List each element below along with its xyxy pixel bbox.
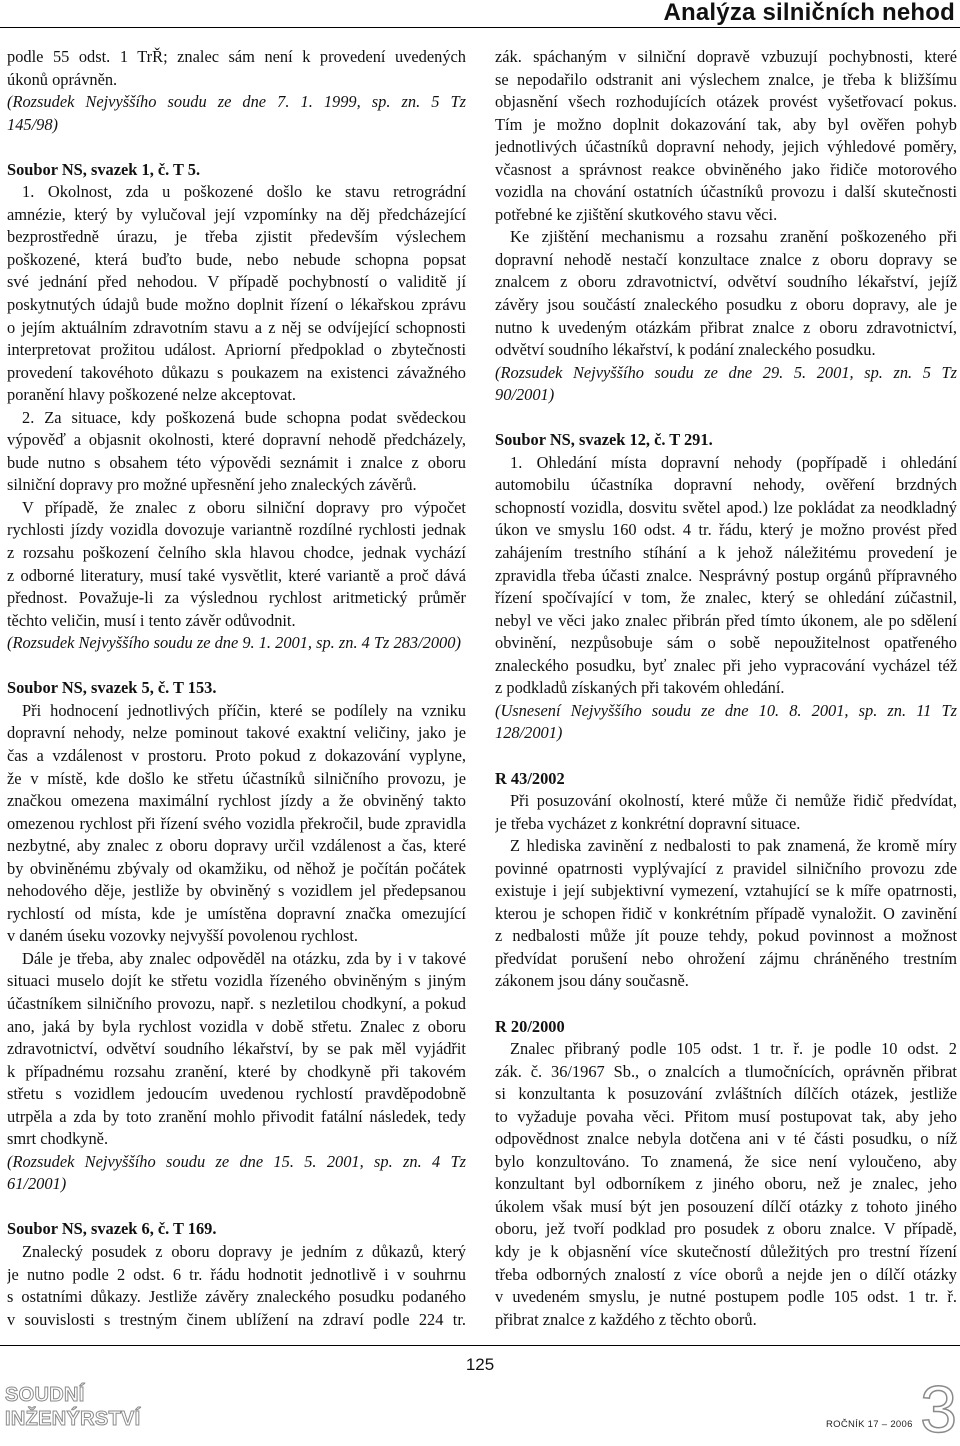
section-heading — [7, 1218, 466, 1241]
text-line: odvětví soudního lékařství, k podání znaleckého posudku. — [495, 340, 876, 360]
text-line: nehodového děje, jestliže by obviněný s vozidlem jel předepsanou — [7, 881, 466, 901]
text-line: Znalecký posudek z oboru dopravy je jedním z důkazů, který — [22, 1241, 466, 1261]
text-line: Při hodnocení jednotlivých příčin, které se podílely na vzniku — [22, 700, 466, 720]
text-line: závěry jsou součástí znaleckého posudku z oboru dopravy, ale je — [495, 295, 957, 315]
text-line: Soubor NS, svazek 12, č. T 291. — [495, 430, 713, 450]
text-line: rychlosti jízdy vozidla dovozuje variantně rozdílné rychlosti jednak — [7, 520, 466, 540]
text-line: poranění hlavy poškozené nelze akceptovat. — [7, 385, 296, 405]
text-line: 128/2001) — [495, 723, 563, 743]
text-line: řízení spočívající v tom, že znalec, který se ohledání zúčastnil, — [495, 588, 957, 608]
text-line: si konzultanta k posuzování zvláštních dílčích otázek, jestliže — [495, 1084, 957, 1104]
text-line: interpretovat prožitou událost. Apriorní předpoklad o zbytečnosti — [7, 340, 466, 360]
text-line: z odborné literatury, musí také vysvětlit, které variantě a proč dává — [7, 565, 466, 585]
text-line: Soubor NS, svazek 6, č. T 169. — [7, 1219, 217, 1239]
text-line: povinné opatrnosti vyplývající z pravidel silničního provozu zde — [495, 858, 957, 878]
text-line: 1. Okolnost, zda u poškozené došlo ke stavu retrográdní — [22, 182, 466, 202]
text-line: (Rozsudek Nejvyššího soudu ze dne 15. 5. 2001, sp. zn. 4 Tz — [7, 1151, 466, 1171]
paragraph — [7, 1241, 466, 1331]
text-line: předvídat porušení nebo ohrožení zájmu chráněného trestním — [495, 948, 957, 968]
text-line: kdy je k objasnění více skutečností důležitých pro trestní řízení — [495, 1241, 957, 1261]
right-text-column — [495, 46, 957, 1331]
text-line: smrt chodkyně. — [7, 1129, 109, 1149]
text-line: rychlostí od místa, kde je umístěna dopravní značka omezující — [7, 903, 466, 923]
text-line: (Usnesení Nejvyššího soudu ze dne 10. 8. 2001, sp. zn. 11 Tz — [495, 700, 957, 720]
text-line: dopravní nehody, nelze pominout takové exaktní veličiny, jako je — [7, 723, 466, 743]
paragraph — [495, 790, 957, 835]
paragraph — [7, 700, 466, 948]
text-line: Soubor NS, svazek 5, č. T 153. — [7, 678, 217, 698]
text-line: Tím je možno doplnit dokazování tak, aby byl ověřen pohyb — [495, 114, 957, 134]
text-line: v souvislosti s trestným činem ublížení na zdraví podle 224 tr. — [7, 1309, 466, 1329]
issue-number: 3 — [920, 1372, 957, 1446]
text-line: včasnost a správnost reakce obviněného jako řidiče motorového — [495, 159, 957, 179]
text-line: 2. Za situace, kdy poškozená bude schopna podat svědeckou — [22, 407, 466, 427]
volume-year: ROČNÍK 17 – 2006 — [826, 1419, 913, 1430]
text-line: (Rozsudek Nejvyššího soudu ze dne 29. 5. 2001, sp. zn. 5 Tz — [495, 362, 957, 382]
text-line: jednotlivých účastníků dopravní nehody, jejich výhledové poměry, — [495, 137, 957, 157]
text-line: poskytnutých údajů bude možno doplnit řízení o lékařskou zprávu — [7, 295, 466, 315]
paragraph — [495, 226, 957, 361]
text-line: by obviněnému zbývaly od okamžiku, od něhož je počítán počátek — [7, 858, 466, 878]
text-line: amnézie, který by vylučoval její vzpomínky na děj předcházející — [7, 204, 466, 224]
text-line: nezbytné, aby znalec z oboru dopravy určil vzdálenost a čas, které — [7, 836, 466, 856]
text-line: zákonem jsou dány současně. — [495, 971, 689, 991]
text-line: úkolem však musí být jen posouzení dílčí otázky z tohoto jiného — [495, 1196, 957, 1216]
text-line: přednost. Považuje-li za výslednou rychlost aritmetický průměr — [7, 588, 466, 608]
text-line: R 43/2002 — [495, 768, 565, 788]
text-line: poškozené, která buďto bude, nebo nebude schopna popsat — [7, 249, 466, 269]
paragraph — [7, 46, 466, 91]
text-line: kterou je schopen řidič v konkrétním případě vynaložit. O zavinění — [495, 903, 957, 923]
paragraph — [495, 46, 957, 226]
text-line: zák. č. 36/1967 Sb., o znalcích a tlumočnících, oprávněn přibrat — [495, 1061, 957, 1081]
text-line: značkou omezena maximální rychlost jízdy a že obviněný takto — [7, 791, 466, 811]
paragraph — [495, 452, 957, 700]
text-line: přibrat znalce z každého z těchto oborů. — [495, 1309, 757, 1329]
text-line: Z hlediska zavinění z nedbalosti to pak znamená, že kromě míry — [510, 836, 957, 856]
logo-line-1: SOUDNÍ — [5, 1384, 85, 1406]
text-line: to vyžaduje povaha věci. Přitom musí postupovat tak, aby jeho — [495, 1106, 957, 1126]
text-line: provedení takovéhoto důkazu s poukazem na existenci závažného — [7, 362, 466, 382]
text-line: se nepodařilo odstranit ani výslechem znalce, je třeba k bližšímu — [495, 69, 957, 89]
section-heading — [495, 768, 957, 791]
court-citation — [7, 632, 466, 655]
text-line: silniční dopravy pro možné upřesnění jeho znaleckých závěrů. — [7, 475, 417, 495]
text-line: z rozsahu poškození čelního skla hlavou chodce, jednak vychází — [7, 543, 466, 563]
court-citation — [495, 700, 957, 745]
text-line: znaleckého posudku, byť znalec při jeho vypracování vycházel též — [495, 655, 957, 675]
text-line: 145/98) — [7, 114, 58, 134]
text-line: střetu s vozidlem jedoucím uvedenou rychlostí pravděpodobně — [7, 1084, 466, 1104]
text-line: objasnění všech rozhodujících otázek provést vyšetřovací pokus. — [495, 92, 957, 112]
text-line: těchto veličin, musí i tento závěr odůvodnit. — [7, 610, 296, 630]
text-line: existuje i její subjektivní vymezení, vztahující se k míře opatrnosti, — [495, 881, 957, 901]
text-line: dopravní nehodě nestačí konzultace znalce z oboru dopravy se — [495, 249, 957, 269]
paragraph — [495, 1038, 957, 1331]
text-line: o jejím aktuálním zdravotním stavu a z něj se odvíjející schopnosti — [7, 317, 466, 337]
text-line: zák. spáchaným v silniční dopravě vzbuzují pochybnosti, které — [495, 47, 957, 66]
text-line: nebyl ve věci jako znalec přibrán před tímto úkonem, ale po sdělení — [495, 610, 957, 630]
text-line: situaci muselo dojít ke střetu vozidla řízeného obviněným s jiným — [7, 971, 466, 991]
text-line: s ostatními důkazy. Jestliže závěry znaleckého posudku podaného — [7, 1287, 466, 1307]
section-heading — [7, 677, 466, 700]
text-line: (Rozsudek Nejvyššího soudu ze dne 9. 1. 2001, sp. zn. 4 Tz 283/2000) — [7, 633, 461, 653]
text-line: 1. Ohledání místa dopravní nehody (popřípadě i ohledání — [510, 452, 957, 472]
text-line: 90/2001) — [495, 385, 555, 405]
text-line: odpovědnost znalce nebyla dotčena ani v té části posudku, o níž — [495, 1129, 957, 1149]
text-line: ano, jaká by byla rychlost vozidla v době střetu. Znalec z oboru — [7, 1016, 466, 1036]
text-line: čas a vzdálenost v prostoru. Proto pokud z dokazování vyplyne, — [7, 745, 466, 765]
court-citation — [7, 91, 466, 136]
text-line: Soubor NS, svazek 1, č. T 5. — [7, 159, 201, 179]
text-line: bude nutno s obsahem této výpovědi seznámit i znalce z oboru — [7, 452, 466, 472]
footer-rule — [0, 1345, 960, 1346]
text-line: V případě, že znalec z oboru silniční dopravy pro výpočet — [22, 497, 466, 517]
text-line: z podkladů získaných při takovém ohledání. — [495, 678, 785, 698]
text-line: třeba odborných znalostí z více oborů a nejde jen o dílčí otázky — [495, 1264, 957, 1284]
text-line: úkonů oprávněn. — [7, 69, 118, 89]
text-line: oboru, jež tvoří podklad pro posudek z oboru znalce. V případě, — [495, 1219, 957, 1239]
text-line: že v místě, kde došlo ke střetu účastníků silničního provozu, je — [7, 768, 466, 788]
section-heading — [7, 159, 466, 182]
paragraph — [7, 407, 466, 497]
text-line: Znalec přibraný podle 105 odst. 1 tr. ř. je podle 10 odst. 2 — [510, 1039, 957, 1059]
left-text-column — [7, 46, 466, 1331]
text-line: obvinění, nezpůsobuje sám o sobě nepoužitelnost opatřeného — [495, 633, 957, 653]
court-citation — [495, 362, 957, 407]
text-line: v uvedeném smyslu, je nutné postupem podle 105 odst. 1 tr. ř. — [495, 1287, 957, 1307]
text-line: bylo konzultováno. To znamená, že sice není vyloučeno, aby — [495, 1151, 957, 1171]
text-line: zdravotnictví, odvětví soudního lékařství, by se pak měl vyjádřit — [7, 1039, 466, 1059]
text-line: úkon ve smyslu 160 odst. 4 tr. řádu, který je možno provést před — [495, 520, 957, 540]
header-rule — [0, 27, 960, 28]
running-header-title: Analýza silničních nehod — [663, 0, 955, 26]
court-citation — [7, 1151, 466, 1196]
text-line: podle 55 odst. 1 TrŘ; znalec sám není k provedení uvedených — [7, 47, 466, 66]
logo-line-2: INŽENÝRSTVÍ — [5, 1408, 141, 1430]
paragraph — [495, 835, 957, 993]
text-line: Při posuzování okolností, které může či nemůže řidič předvídat, — [510, 791, 957, 811]
text-line: vozidla na chování ostatních účastníků provozu i další skutečnosti — [495, 182, 957, 202]
text-line: omezenou rychlost při řízení svého vozidla překročil, bude zpravidla — [7, 813, 466, 833]
text-line: R 20/2000 — [495, 1016, 565, 1036]
page-number: 125 — [465, 1355, 495, 1374]
paragraph — [7, 497, 466, 632]
text-line: 61/2001) — [7, 1174, 67, 1194]
text-line: Ke zjištění mechanismu a rozsahu zranění poškozeného při — [510, 227, 957, 247]
text-line: účastníkem silničního provozu, např. s nezletilou chodkyní, a pokud — [7, 993, 466, 1013]
text-line: (Rozsudek Nejvyššího soudu ze dne 7. 1. 1999, sp. zn. 5 Tz — [7, 92, 466, 112]
text-line: zahájením trestního stíhání a k jehož náležitému provedení je — [495, 543, 957, 563]
paragraph — [7, 948, 466, 1151]
text-line: bezprostředně úrazu, je třeba zjistit především výslechem — [7, 227, 466, 247]
text-line: konzultant byl odborníkem z jiného oboru, než je znalec, jeho — [495, 1174, 957, 1194]
section-heading — [495, 1016, 957, 1039]
section-heading — [495, 429, 957, 452]
text-line: znalcem z oboru zdravotnictví, odvětví soudního lékařství, jejíž — [495, 272, 957, 292]
paragraph — [7, 181, 466, 406]
text-line: své jednání před nehodou. V případě pochybností o validitě jí — [7, 272, 466, 292]
text-line: utrpěla a zda by toto zranění mohlo přivodit fatální následek, tedy — [7, 1106, 466, 1126]
journal-logo — [5, 1383, 141, 1431]
text-line: k případnému rozsahu zranění, které by chodkyně při takovém — [7, 1061, 466, 1081]
text-line: je nutno podle 2 odst. 6 tr. řádu hodnotit jednotlivě i v souhrnu — [7, 1264, 466, 1284]
text-line: nutno k uvedeným otázkám přibrat znalce z oboru zdravotnictví, — [495, 317, 957, 337]
text-line: v daném úseku vozovky nejvyšší povolenou rychlost. — [7, 926, 358, 946]
text-line: potřebné ke zjištění skutkového stavu věci. — [495, 204, 778, 224]
text-line: Dále je třeba, aby znalec odpověděl na otázku, zda by i v takové — [22, 948, 466, 968]
text-line: je třeba vycházet z konkrétní dopravní situace. — [495, 813, 801, 833]
text-line: schopností vozidla, dosvitu světel apod.) lze pokládat za neodkladný — [495, 497, 957, 517]
text-line: výpověď a objasnit okolnosti, které dopravní nehodě předcházely, — [7, 430, 466, 450]
text-line: zpravidla třeba účasti znalce. Nesprávný postup orgánů přípravného — [495, 565, 957, 585]
text-line: automobilu účastníka dopravní nehody, ověření brzdných — [495, 475, 957, 495]
text-line: z nedbalosti může jít pouze tehdy, pokud povinnost a možnost — [495, 926, 957, 946]
